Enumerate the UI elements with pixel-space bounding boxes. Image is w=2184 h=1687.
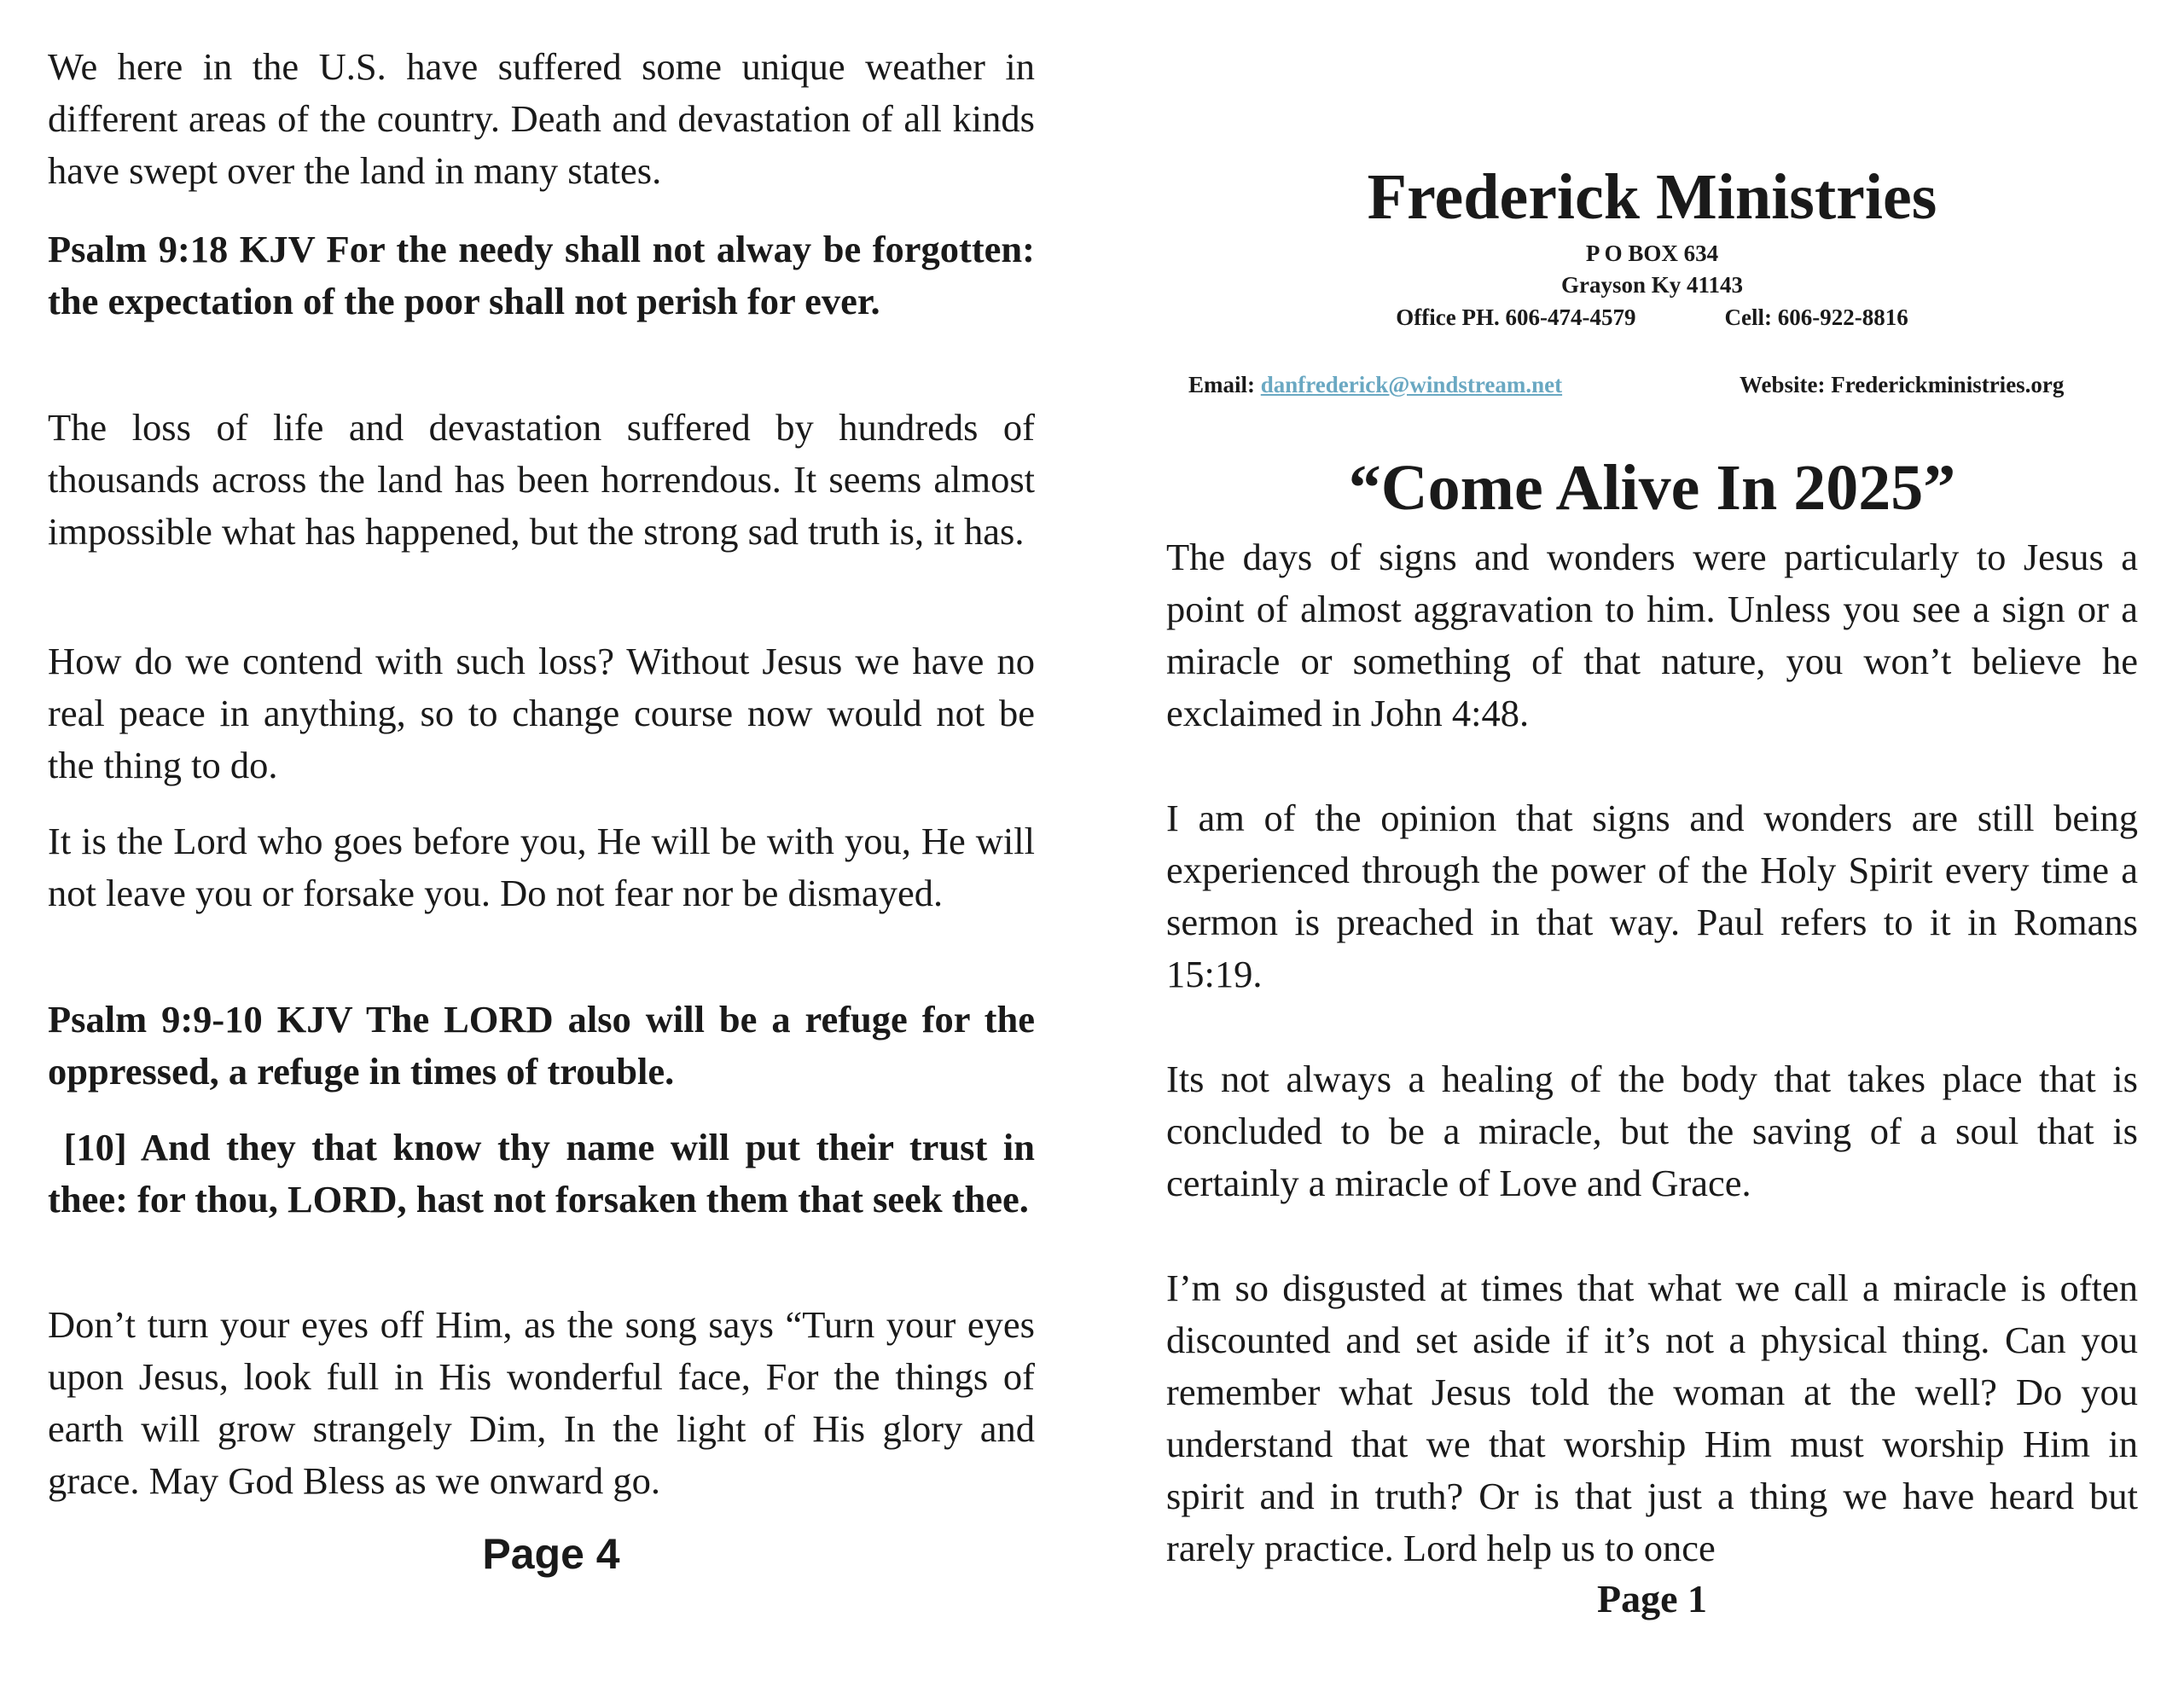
left-paragraph-5: It is the Lord who goes before you, He will be with you, He will not leave you or forsake you. Do not fear nor be dismayed. xyxy=(48,820,1035,914)
organization-name: Frederick Ministries xyxy=(1367,161,1937,233)
office-phone: Office PH. 606-474-4579 xyxy=(1396,304,1636,330)
left-paragraph-3: The loss of life and devastation suffered by hundreds of thousands across the land has been horrendous. It seems almost impossible what has happened, but the strong sad truth is, it has. xyxy=(48,406,1035,553)
left-scripture-psalm-9-9: Psalm 9:9-10 KJV The LORD also will be a refuge for the oppressed, a refuge in times of trouble. xyxy=(48,998,1035,1093)
phone-line xyxy=(1166,302,2138,333)
right-paragraph-2: I am of the opinion that signs and wonders are still being experienced through the power of the Holy Spirit every time a sermon is preached in that way. Paul refers to it in Romans 15:19. xyxy=(1166,797,2138,995)
right-paragraph-4: I’m so disgusted at times that what we call a miracle is often discounted and set aside if it’s not a physical thing. Can you remember what Jesus told the woman at the well? Do you understand that we that worship Him must worship Him in spirit and in truth? Or is that just a thing we have heard but rarely practice. Lord help us to once xyxy=(1166,1267,2138,1569)
left-scripture-psalm-9-18: Psalm 9:18 KJV For the needy shall not alway be forgotten: the expectation of the poor shall not perish for ever. xyxy=(48,228,1035,322)
cell-phone: Cell: 606-922-8816 xyxy=(1724,304,1908,330)
page-number-right: Page 1 xyxy=(1596,1577,1707,1620)
address-line-1: P O BOX 634 xyxy=(1585,241,1719,266)
email-link[interactable]: danfrederick@windstream.net xyxy=(1260,372,1563,397)
right-paragraph-3: Its not always a healing of the body that takes place that is concluded to be a miracle, but the saving of a soul that is certainly a miracle of Love and Grace. xyxy=(1166,1058,2138,1204)
address-line-2: Grayson Ky 41143 xyxy=(1560,272,1744,298)
left-paragraph-8: Don’t turn your eyes off Him, as the song says “Turn your eyes upon Jesus, look full in His wonderful face, For the things of earth will grow strangely Dim, In the light of His glory and grace. May God Bless as we onward go. xyxy=(48,1303,1035,1502)
email-label: Email: xyxy=(1188,372,1255,397)
page-number-left: Page 4 xyxy=(482,1530,620,1578)
sermon-title: “Come Alive In 2025” xyxy=(1348,452,1956,524)
contact-line xyxy=(1188,369,2152,400)
left-scripture-psalm-9-10: [10] And they that know thy name will put their trust in thee: for thou, LORD, hast not forsaken them that seek thee. xyxy=(48,1126,1045,1220)
left-paragraph-4: How do we contend with such loss? Without Jesus we have no real peace in anything, so to change course now would not be the thing to do. xyxy=(48,640,1035,786)
website-text: Website: Frederickministries.org xyxy=(1740,372,2065,397)
left-paragraph-1: We here in the U.S. have suffered some unique weather in different areas of the country. Death and devastation of all kinds have swept over the land in many states. xyxy=(48,45,1035,192)
right-paragraph-1: The days of signs and wonders were particularly to Jesus a point of almost aggravation to him. Unless you see a sign or a miracle or something of that nature, you won’t believe he exclaimed in John 4:48. xyxy=(1166,536,2138,734)
